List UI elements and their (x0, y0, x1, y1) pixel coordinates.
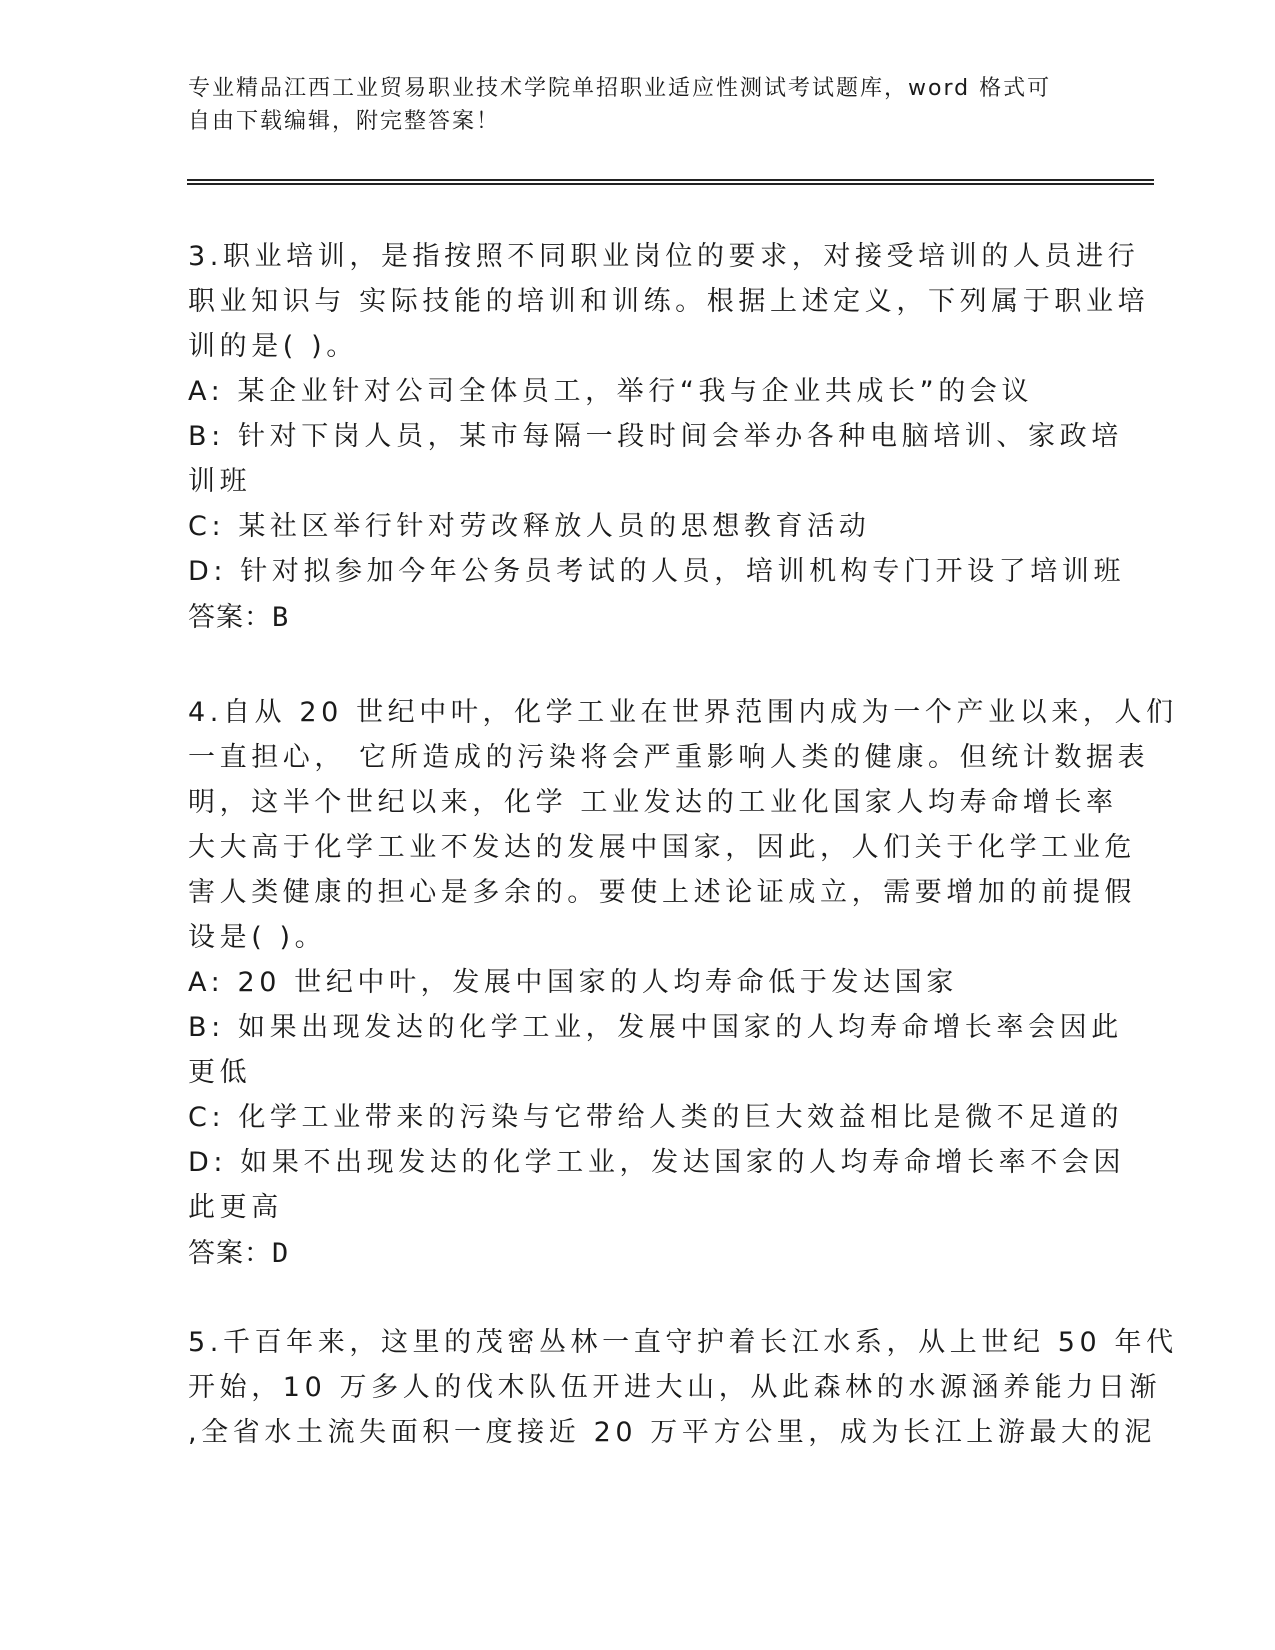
question-text-line: 一直担心， 它所造成的污染将会严重影响人类的健康。但统计数据表 (188, 742, 1150, 773)
document-header (188, 72, 1068, 138)
option-b: B: 如果出现发达的化学工业，发展中国家的人均寿命增长率会因此 (188, 1012, 1123, 1043)
answer-line (188, 594, 1078, 642)
question-text-line: 训的是( )。 (188, 331, 358, 362)
answer-value: B (272, 602, 290, 633)
question-text-line: 设是( )。 (188, 922, 327, 953)
option-b-continued: 训班 (188, 466, 252, 497)
option-d: D: 针对拟参加今年公务员考试的人员，培训机构专门开设了培训班 (188, 556, 1126, 587)
answer-label: 答案： (188, 602, 272, 633)
header-divider (187, 179, 1154, 181)
question-text-line: 4.自从 20 世纪中叶，化学工业在世界范围内成为一个产业以来，人们 (188, 697, 1178, 728)
question-text-line: 大大高于化学工业不发达的发展中国家，因此，人们关于化学工业危 (188, 832, 1136, 863)
option-c: C: 某社区举行针对劳改释放人员的思想教育活动 (188, 511, 871, 542)
question-5 (188, 1320, 1178, 1455)
question-text-line: 明，这半个世纪以来，化学 工业发达的工业化国家人均寿命增长率 (188, 787, 1118, 818)
header-line: 自由下载编辑，附完整答案！ (188, 109, 501, 134)
question-text-line: 5.千百年来，这里的茂密丛林一直守护着长江水系，从上世纪 50 年代 (188, 1327, 1178, 1358)
answer-label: 答案： (188, 1238, 272, 1269)
answer-value: D (272, 1238, 290, 1269)
option-b: B: 针对下岗人员，某市每隔一段时间会举办各种电脑培训、家政培 (188, 421, 1123, 452)
option-c: C: 化学工业带来的污染与它带给人类的巨大效益相比是微不足道的 (188, 1102, 1124, 1133)
option-a: A: 20 世纪中叶，发展中国家的人均寿命低于发达国家 (188, 967, 958, 998)
header-divider (187, 183, 1154, 185)
question-3 (188, 234, 1150, 642)
question-4 (188, 690, 1178, 1278)
option-d-continued: 此更高 (188, 1192, 283, 1223)
header-line: 专业精品江西工业贸易职业技术学院单招职业适应性测试考试题库，word 格式可 (188, 76, 1052, 101)
question-text-line: 开始，10 万多人的伐木队伍开进大山，从此森林的水源涵养能力日渐 (188, 1372, 1162, 1403)
question-text-line: ,全省水土流失面积一度接近 20 万平方公里，成为长江上游最大的泥 (188, 1417, 1156, 1448)
question-text-line: 职业知识与 实际技能的培训和训练。根据上述定义，下列属于职业培 (188, 286, 1150, 317)
question-text-line: 害人类健康的担心是多余的。要使上述论证成立，需要增加的前提假 (188, 877, 1136, 908)
answer-line (188, 1230, 1078, 1278)
question-text-line: 3.职业培训，是指按照不同职业岗位的要求，对接受培训的人员进行 (188, 241, 1140, 272)
option-d: D: 如果不出现发达的化学工业，发达国家的人均寿命增长率不会因 (188, 1147, 1126, 1178)
option-a: A: 某企业针对公司全体员工，举行“我与企业共成长”的会议 (188, 376, 1034, 407)
option-b-continued: 更低 (188, 1057, 252, 1088)
